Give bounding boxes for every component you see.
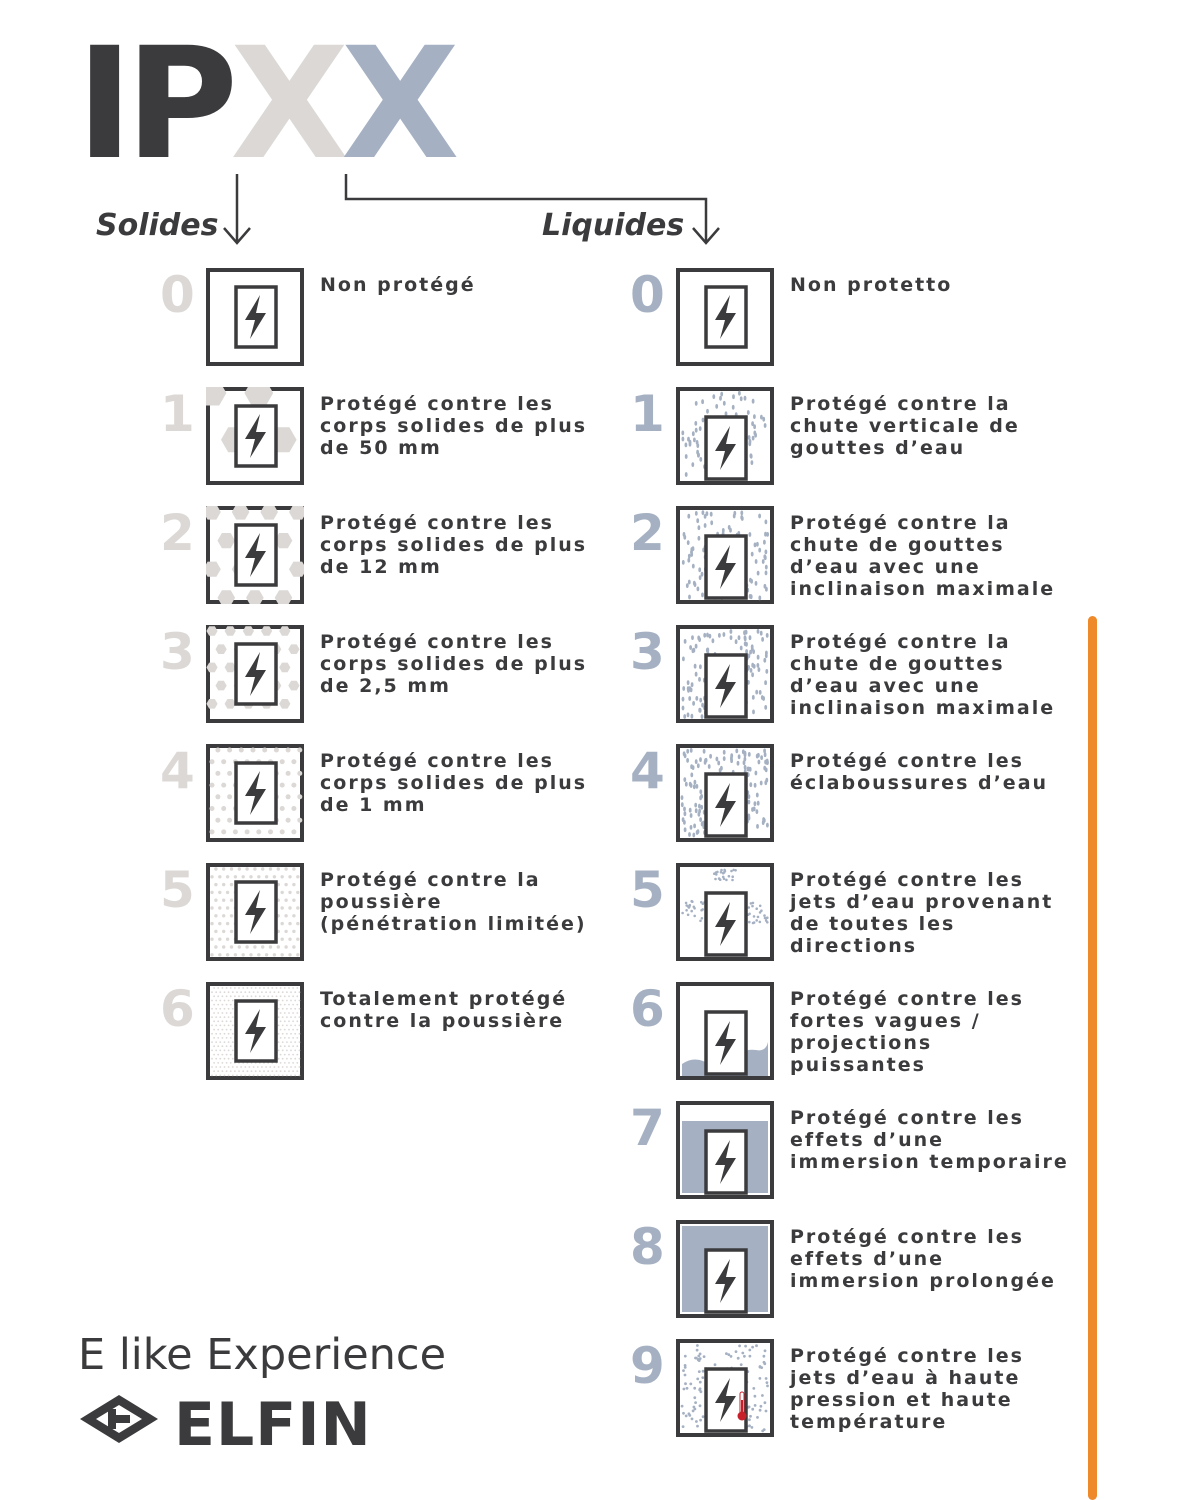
wave-icon	[676, 982, 774, 1080]
ip-digit: 4	[630, 742, 665, 800]
ip-digit: 2	[160, 504, 195, 562]
ip-digit: 3	[630, 623, 665, 681]
high-pressure-temperature-icon	[676, 1339, 774, 1437]
dust-dot-pattern-icon	[206, 863, 304, 961]
protection-description: Protégé contre les éclaboussures d’eau	[790, 750, 1049, 794]
ip-digit: 5	[160, 861, 195, 919]
ip-digit: 6	[160, 980, 195, 1038]
vertical-drops-icon	[676, 387, 774, 485]
ip-digit: 3	[160, 623, 195, 681]
protection-description: Protégé contre les effets d’une immersion temporaire	[790, 1107, 1069, 1173]
ip-digit: 8	[630, 1218, 665, 1276]
protection-description: Protégé contre les corps solides de plus de 50 mm	[320, 393, 588, 459]
orange-accent-bar	[1088, 616, 1097, 1500]
protection-description: Protégé contre les corps solides de plus de 12 mm	[320, 512, 588, 578]
solids-column-label: Solides	[96, 208, 219, 243]
ip-digit: 5	[630, 861, 665, 919]
plain-box-icon	[676, 268, 774, 366]
slogan: E like Experience	[78, 1330, 447, 1380]
ip-digit: 9	[630, 1337, 665, 1395]
dense-dust-pattern-icon	[206, 982, 304, 1080]
temporary-immersion-icon	[676, 1101, 774, 1199]
prolonged-immersion-icon	[676, 1220, 774, 1318]
ip-digit: 4	[160, 742, 195, 800]
protection-description: Protégé contre les corps solides de plus de 1 mm	[320, 750, 588, 816]
title-ip: IP	[76, 15, 231, 194]
protection-description: Non protégé	[320, 274, 476, 296]
spray-drops-icon	[676, 625, 774, 723]
protection-description: Protégé contre la poussière (pénétration limitée)	[320, 869, 587, 935]
protection-description: Protégé contre les fortes vagues / projections puissantes	[790, 988, 1024, 1076]
protection-description: Protégé contre les corps solides de plus de 2,5 mm	[320, 631, 588, 697]
protection-description: Protégé contre les jets d’eau provenant de toutes les directions	[790, 869, 1054, 957]
protection-description: Protégé contre la chute de gouttes d’eau avec une inclinaison maximale	[790, 512, 1056, 600]
liquids-column-label: Liquides	[542, 208, 685, 243]
ip-digit: 1	[160, 385, 195, 443]
ip-digit: 2	[630, 504, 665, 562]
protection-description: Protégé contre les effets d’une immersion prolongée	[790, 1226, 1056, 1292]
protection-description: Totalement protégé contre la poussière	[320, 988, 568, 1032]
water-jets-icon	[676, 863, 774, 961]
protection-description: Protégé contre la chute de gouttes d’eau avec une inclinaison maximale	[790, 631, 1056, 719]
title-x-liquids: X	[340, 15, 452, 194]
small-hexagon-pattern-icon	[206, 625, 304, 723]
splash-drops-icon	[676, 744, 774, 842]
plain-box-icon	[206, 268, 304, 366]
fine-dot-pattern-icon	[206, 744, 304, 842]
ip-digit: 1	[630, 385, 665, 443]
medium-hexagon-pattern-icon	[206, 506, 304, 604]
protection-description: Protégé contre les jets d’eau à haute pression et haute température	[790, 1345, 1024, 1433]
large-hexagon-pattern-icon	[206, 387, 304, 485]
brand-name: ELFIN	[174, 1390, 372, 1460]
title-x-solids: X	[230, 15, 341, 194]
ip-digit: 0	[160, 266, 195, 324]
elfin-logo-icon	[78, 1393, 160, 1445]
ip-digit: 7	[630, 1099, 665, 1157]
ip-digit: 0	[630, 266, 665, 324]
protection-description: Protégé contre la chute verticale de gouttes d’eau	[790, 393, 1020, 459]
protection-description: Non protetto	[790, 274, 953, 296]
angled-drops-icon	[676, 506, 774, 604]
ip-digit: 6	[630, 980, 665, 1038]
